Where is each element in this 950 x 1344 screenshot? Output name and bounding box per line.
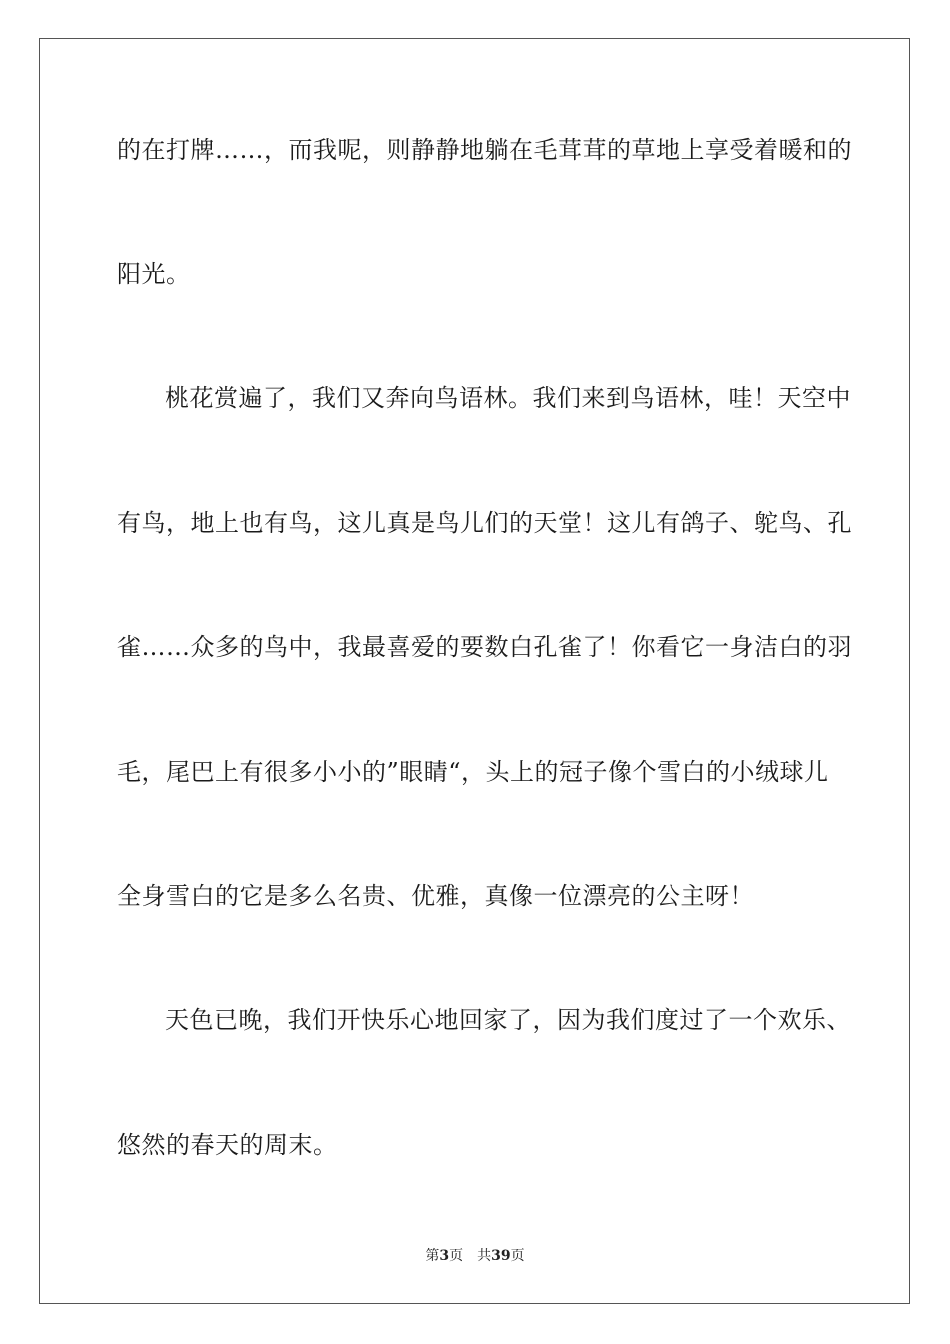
total-suffix: 页	[510, 1248, 525, 1264]
text-line-3: 桃花赏遍了，我们又奔向鸟语林。我们来到鸟语林，哇！天空中	[165, 384, 851, 412]
text-line-1: 的在打牌……，而我呢，则静静地躺在毛茸茸的草地上享受着暖和的	[117, 136, 852, 164]
text-line-4: 有鸟，地上也有鸟，这儿真是鸟儿们的天堂！这儿有鸽子、鸵鸟、孔	[117, 509, 852, 537]
text-line-9: 悠然的春天的周末。	[117, 1131, 338, 1159]
text-line-5: 雀……众多的鸟中，我最喜爱的要数白孔雀了！你看它一身洁白的羽	[117, 633, 852, 661]
page-suffix: 页	[449, 1248, 464, 1264]
text-line-2: 阳光。	[117, 260, 191, 288]
text-line-8: 天色已晚，我们开快乐心地回家了，因为我们度过了一个欢乐、	[165, 1006, 851, 1034]
page-number: 3	[439, 1248, 450, 1264]
page-footer	[0, 1246, 950, 1266]
text-line-7: 全身雪白的它是多么名贵、优雅，真像一位漂亮的公主呀！	[117, 882, 754, 910]
text-line-6: 毛，尾巴上有很多小小的”眼睛“，头上的冠子像个雪白的小绒球儿	[117, 758, 829, 786]
page-frame	[39, 38, 910, 1304]
total-pages: 39	[491, 1248, 511, 1264]
total-prefix: 共	[477, 1248, 492, 1264]
page-prefix: 第	[425, 1248, 440, 1264]
